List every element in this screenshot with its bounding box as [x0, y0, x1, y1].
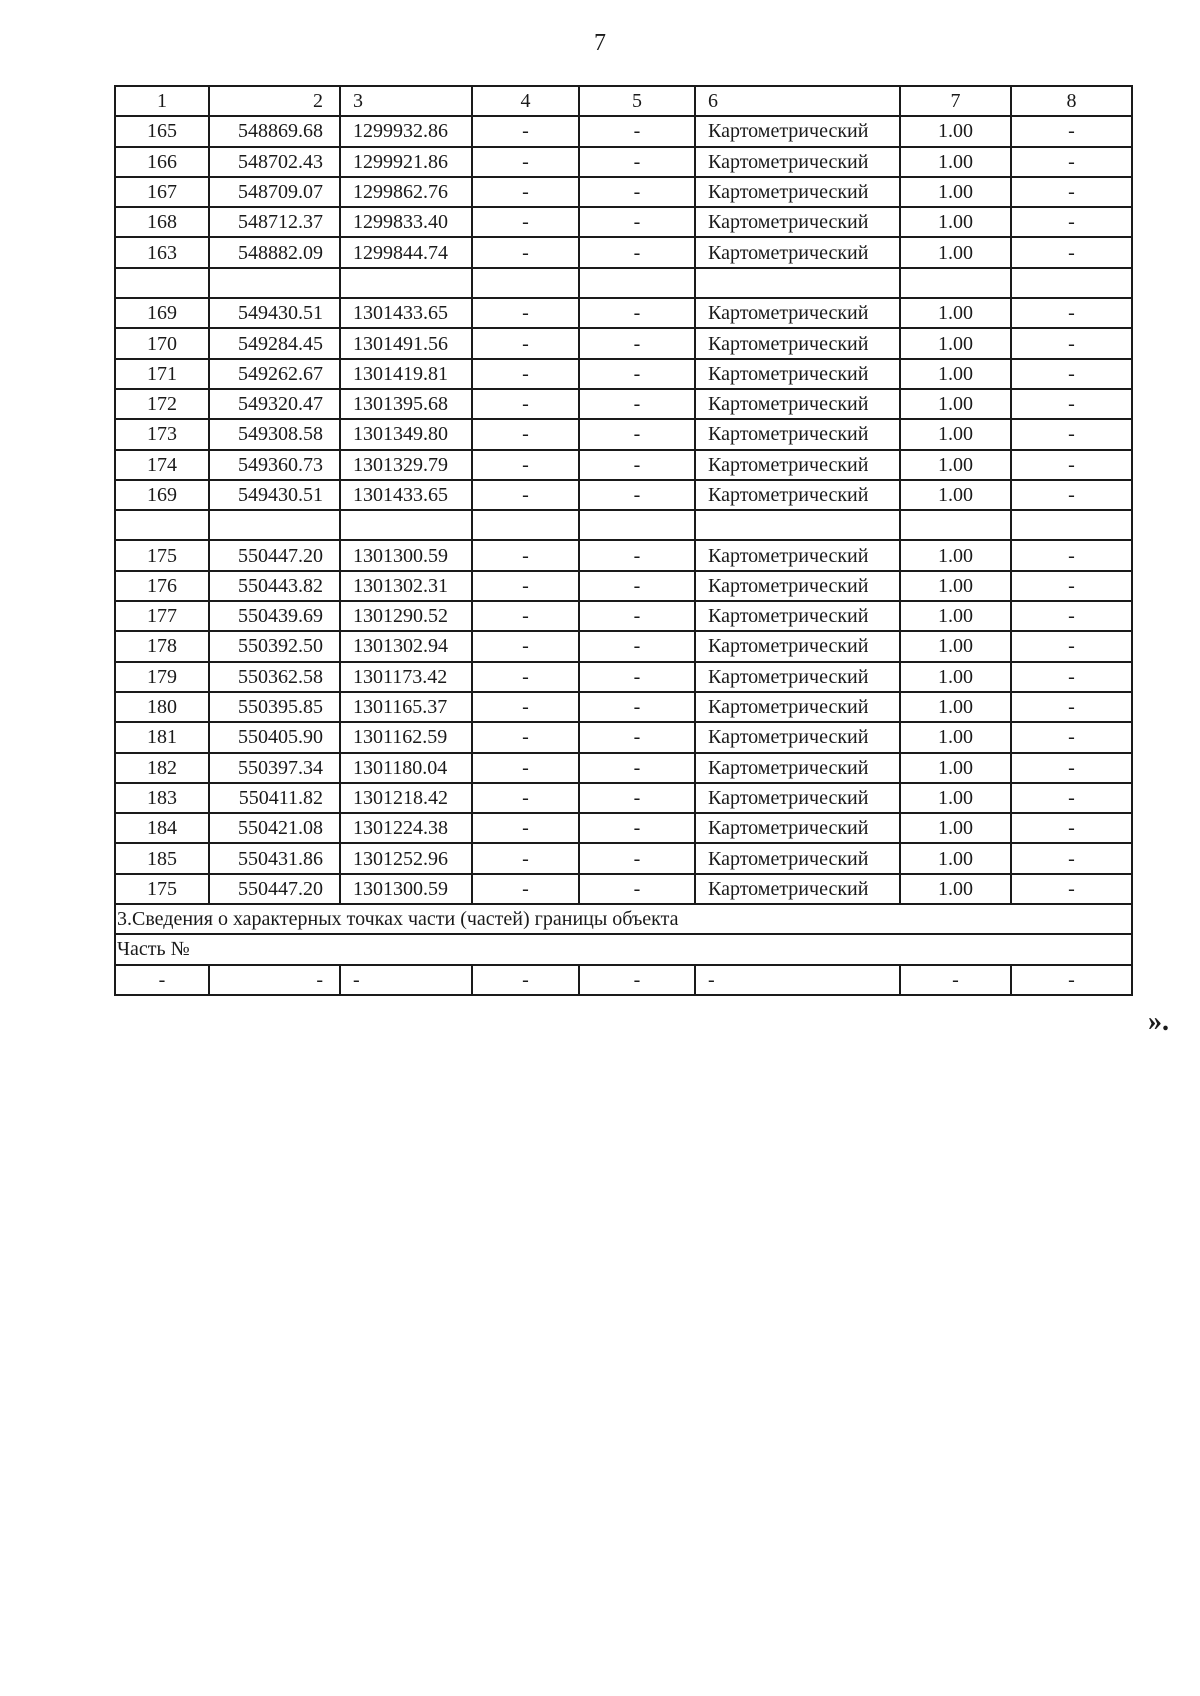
cell-col-1: 174	[115, 450, 209, 480]
cell-col-7: 1.00	[900, 328, 1011, 358]
cell-col-7: 1.00	[900, 601, 1011, 631]
cell-col-3: 1299833.40	[340, 207, 472, 237]
cell-col-5: -	[579, 753, 695, 783]
cell-col-3: 1301290.52	[340, 601, 472, 631]
cell-col-1: 184	[115, 813, 209, 843]
cell-col-2: 550395.85	[209, 692, 340, 722]
cell-col-8: -	[1011, 480, 1132, 510]
cell-col-1: 183	[115, 783, 209, 813]
cell-col-4: -	[472, 571, 579, 601]
cell-col-8: -	[1011, 207, 1132, 237]
table-row	[115, 692, 1132, 722]
cell-col-8: 8	[1011, 86, 1132, 116]
cell-col-3: 1301173.42	[340, 662, 472, 692]
cell-col-3: 1301252.96	[340, 843, 472, 873]
cell-col-4: -	[472, 722, 579, 752]
table-row	[115, 359, 1132, 389]
cell-col-5: -	[579, 177, 695, 207]
cell-col-2: 549430.51	[209, 298, 340, 328]
cell-col-8: -	[1011, 147, 1132, 177]
cell-col-2: 2	[209, 86, 340, 116]
cell-col-2: 550405.90	[209, 722, 340, 752]
table-row	[115, 631, 1132, 661]
cell-col-1: 176	[115, 571, 209, 601]
cell-col-6: Картометрический	[695, 571, 900, 601]
cell-col-2: 548709.07	[209, 177, 340, 207]
cell-col-6: Картометрический	[695, 480, 900, 510]
cell-col-8: -	[1011, 237, 1132, 267]
cell-col-4	[472, 510, 579, 540]
cell-col-4: -	[472, 965, 579, 995]
cell-col-3: -	[340, 965, 472, 995]
cell-col-6: -	[695, 965, 900, 995]
coordinates-table	[114, 85, 1133, 996]
cell-col-7: 1.00	[900, 843, 1011, 873]
cell-col-7: 1.00	[900, 147, 1011, 177]
cell-col-8: -	[1011, 753, 1132, 783]
cell-col-8: -	[1011, 540, 1132, 570]
cell-col-4: -	[472, 692, 579, 722]
cell-col-2: 550411.82	[209, 783, 340, 813]
cell-col-1: 169	[115, 298, 209, 328]
cell-col-3: 1299862.76	[340, 177, 472, 207]
cell-col-3: 1301349.80	[340, 419, 472, 449]
cell-col-2	[209, 268, 340, 298]
cell-col-3: 1301300.59	[340, 874, 472, 904]
cell-col-5: -	[579, 692, 695, 722]
table-row	[115, 328, 1132, 358]
cell-col-6: Картометрический	[695, 631, 900, 661]
cell-col-5: -	[579, 480, 695, 510]
cell-col-3	[340, 268, 472, 298]
table-row	[115, 298, 1132, 328]
cell-col-1	[115, 510, 209, 540]
table-row	[115, 116, 1132, 146]
table-header-row	[115, 86, 1132, 116]
cell-col-5: -	[579, 813, 695, 843]
table-row	[115, 722, 1132, 752]
table-row	[115, 510, 1132, 540]
cell-col-6: Картометрический	[695, 692, 900, 722]
cell-col-8: -	[1011, 601, 1132, 631]
cell-col-8: -	[1011, 177, 1132, 207]
cell-col-7: 1.00	[900, 450, 1011, 480]
cell-col-1: 1	[115, 86, 209, 116]
cell-col-4: -	[472, 237, 579, 267]
cell-col-5	[579, 268, 695, 298]
cell-col-6: 6	[695, 86, 900, 116]
cell-col-4: -	[472, 540, 579, 570]
cell-col-7: 1.00	[900, 116, 1011, 146]
cell-col-3: 1299844.74	[340, 237, 472, 267]
cell-col-7: 1.00	[900, 359, 1011, 389]
cell-col-8	[1011, 268, 1132, 298]
cell-col-2: 550443.82	[209, 571, 340, 601]
cell-col-7	[900, 268, 1011, 298]
cell-col-4: -	[472, 207, 579, 237]
cell-col-6: Картометрический	[695, 359, 900, 389]
cell-col-4: -	[472, 753, 579, 783]
cell-col-3: 1301419.81	[340, 359, 472, 389]
cell-col-5: -	[579, 147, 695, 177]
cell-col-1	[115, 268, 209, 298]
cell-col-1: 179	[115, 662, 209, 692]
cell-col-7: 1.00	[900, 631, 1011, 661]
cell-col-6: Картометрический	[695, 147, 900, 177]
cell-col-7: 1.00	[900, 753, 1011, 783]
cell-col-5: -	[579, 328, 695, 358]
cell-col-1: 178	[115, 631, 209, 661]
cell-col-5: -	[579, 298, 695, 328]
cell-col-5: -	[579, 571, 695, 601]
cell-col-1: 165	[115, 116, 209, 146]
table-row	[115, 540, 1132, 570]
table-body	[115, 86, 1132, 995]
cell-col-1: 169	[115, 480, 209, 510]
cell-col-5: -	[579, 359, 695, 389]
cell-col-6: Картометрический	[695, 874, 900, 904]
cell-col-8: -	[1011, 328, 1132, 358]
cell-col-6: Картометрический	[695, 177, 900, 207]
cell-col-4: -	[472, 147, 579, 177]
cell-col-5: -	[579, 965, 695, 995]
cell-col-8: -	[1011, 389, 1132, 419]
cell-col-1: 181	[115, 722, 209, 752]
cell-col-7: 1.00	[900, 298, 1011, 328]
table-row	[115, 419, 1132, 449]
table-row	[115, 480, 1132, 510]
cell-col-6: Картометрический	[695, 389, 900, 419]
cell-col-8: -	[1011, 359, 1132, 389]
cell-col-5: -	[579, 450, 695, 480]
cell-col-6: Картометрический	[695, 450, 900, 480]
part-label-row	[115, 934, 1132, 964]
cell-col-2: 549262.67	[209, 359, 340, 389]
cell-col-6: Картометрический	[695, 843, 900, 873]
cell-col-2: 548869.68	[209, 116, 340, 146]
cell-col-7: 1.00	[900, 874, 1011, 904]
cell-col-1: 168	[115, 207, 209, 237]
cell-col-3: 1301180.04	[340, 753, 472, 783]
cell-col-5: -	[579, 540, 695, 570]
cell-col-4: -	[472, 177, 579, 207]
cell-col-2: 550397.34	[209, 753, 340, 783]
cell-col-8	[1011, 510, 1132, 540]
cell-col-8: -	[1011, 419, 1132, 449]
cell-col-4: -	[472, 116, 579, 146]
cell-col-8: -	[1011, 783, 1132, 813]
cell-col-5: -	[579, 389, 695, 419]
cell-col-3: 1301433.65	[340, 480, 472, 510]
cell-col-3: 1301218.42	[340, 783, 472, 813]
cell-col-6	[695, 510, 900, 540]
cell-col-2: 550431.86	[209, 843, 340, 873]
cell-col-2: 550447.20	[209, 540, 340, 570]
cell-col-5: -	[579, 631, 695, 661]
cell-col-6: Картометрический	[695, 783, 900, 813]
cell-col-8: -	[1011, 692, 1132, 722]
cell-col-3: 1301329.79	[340, 450, 472, 480]
cell-col-2: 549320.47	[209, 389, 340, 419]
cell-col-4: -	[472, 298, 579, 328]
cell-col-3: 1301302.31	[340, 571, 472, 601]
cell-col-2: 550421.08	[209, 813, 340, 843]
cell-col-7: 1.00	[900, 237, 1011, 267]
cell-col-7: -	[900, 965, 1011, 995]
cell-col-5: -	[579, 783, 695, 813]
cell-col-4: -	[472, 813, 579, 843]
cell-col-3	[340, 510, 472, 540]
table-row	[115, 783, 1132, 813]
cell-col-2: 549308.58	[209, 419, 340, 449]
cell-col-5: -	[579, 237, 695, 267]
cell-col-7: 1.00	[900, 480, 1011, 510]
cell-col-5	[579, 510, 695, 540]
cell-col-2	[209, 510, 340, 540]
cell-col-6: Картометрический	[695, 116, 900, 146]
cell-col-5: 5	[579, 86, 695, 116]
cell-col-4: -	[472, 843, 579, 873]
cell-col-1: 170	[115, 328, 209, 358]
cell-col-8: -	[1011, 722, 1132, 752]
cell-col-1: 172	[115, 389, 209, 419]
cell-col-6	[695, 268, 900, 298]
cell-col-5: -	[579, 207, 695, 237]
cell-col-7: 1.00	[900, 662, 1011, 692]
table-row	[115, 843, 1132, 873]
part-label-row-cell: Часть №	[115, 934, 1132, 964]
table-row	[115, 753, 1132, 783]
cell-col-2: 549360.73	[209, 450, 340, 480]
cell-col-8: -	[1011, 965, 1132, 995]
cell-col-1: 180	[115, 692, 209, 722]
cell-col-6: Картометрический	[695, 540, 900, 570]
cell-col-7: 1.00	[900, 177, 1011, 207]
cell-col-1: 166	[115, 147, 209, 177]
cell-col-6: Картометрический	[695, 237, 900, 267]
cell-col-7	[900, 510, 1011, 540]
cell-col-6: Картометрический	[695, 662, 900, 692]
cell-col-3: 1301300.59	[340, 540, 472, 570]
cell-col-3: 1301162.59	[340, 722, 472, 752]
cell-col-7: 7	[900, 86, 1011, 116]
cell-col-8: -	[1011, 662, 1132, 692]
table-row	[115, 571, 1132, 601]
section-title-row	[115, 904, 1132, 934]
cell-col-2: 550362.58	[209, 662, 340, 692]
cell-col-3: 1301165.37	[340, 692, 472, 722]
cell-col-3: 1301395.68	[340, 389, 472, 419]
cell-col-1: 175	[115, 540, 209, 570]
cell-col-1: 175	[115, 874, 209, 904]
cell-col-6: Картометрический	[695, 601, 900, 631]
cell-col-7: 1.00	[900, 783, 1011, 813]
cell-col-2: 548882.09	[209, 237, 340, 267]
cell-col-2: 549430.51	[209, 480, 340, 510]
section-title-row-cell: 3.Сведения о характерных точках части (частей) границы объекта	[115, 904, 1132, 934]
cell-col-4: 4	[472, 86, 579, 116]
table-row	[115, 177, 1132, 207]
cell-col-2: 550439.69	[209, 601, 340, 631]
cell-col-8: -	[1011, 450, 1132, 480]
cell-col-1: 182	[115, 753, 209, 783]
cell-col-7: 1.00	[900, 722, 1011, 752]
cell-col-7: 1.00	[900, 813, 1011, 843]
cell-col-4: -	[472, 419, 579, 449]
cell-col-3: 3	[340, 86, 472, 116]
cell-col-7: 1.00	[900, 389, 1011, 419]
cell-col-3: 1301224.38	[340, 813, 472, 843]
cell-col-6: Картометрический	[695, 328, 900, 358]
table-row	[115, 389, 1132, 419]
cell-col-4: -	[472, 480, 579, 510]
cell-col-4: -	[472, 389, 579, 419]
cell-col-8: -	[1011, 116, 1132, 146]
cell-col-7: 1.00	[900, 571, 1011, 601]
cell-col-2: 550447.20	[209, 874, 340, 904]
table-row	[115, 147, 1132, 177]
table-row	[115, 268, 1132, 298]
cell-col-4: -	[472, 631, 579, 661]
cell-col-5: -	[579, 662, 695, 692]
cell-col-4: -	[472, 601, 579, 631]
cell-col-7: 1.00	[900, 540, 1011, 570]
cell-col-5: -	[579, 601, 695, 631]
cell-col-1: 167	[115, 177, 209, 207]
cell-col-4: -	[472, 359, 579, 389]
cell-col-3: 1301491.56	[340, 328, 472, 358]
cell-col-3: 1299932.86	[340, 116, 472, 146]
closing-quote-mark: ».	[1148, 1006, 1169, 1037]
cell-col-5: -	[579, 843, 695, 873]
cell-col-4	[472, 268, 579, 298]
cell-col-8: -	[1011, 843, 1132, 873]
table-row	[115, 601, 1132, 631]
cell-col-1: 185	[115, 843, 209, 873]
cell-col-5: -	[579, 419, 695, 449]
page-number: 7	[594, 30, 606, 56]
cell-col-6: Картометрический	[695, 419, 900, 449]
cell-col-7: 1.00	[900, 419, 1011, 449]
cell-col-6: Картометрический	[695, 813, 900, 843]
cell-col-8: -	[1011, 571, 1132, 601]
cell-col-8: -	[1011, 298, 1132, 328]
cell-col-2: 548702.43	[209, 147, 340, 177]
cell-col-1: 163	[115, 237, 209, 267]
cell-col-8: -	[1011, 813, 1132, 843]
cell-col-4: -	[472, 328, 579, 358]
table-row	[115, 237, 1132, 267]
cell-col-6: Картометрический	[695, 753, 900, 783]
cell-col-8: -	[1011, 631, 1132, 661]
cell-col-2: 550392.50	[209, 631, 340, 661]
cell-col-1: 171	[115, 359, 209, 389]
cell-col-3: 1299921.86	[340, 147, 472, 177]
cell-col-6: Картометрический	[695, 298, 900, 328]
table-row	[115, 207, 1132, 237]
cell-col-5: -	[579, 722, 695, 752]
cell-col-4: -	[472, 783, 579, 813]
cell-col-6: Картометрический	[695, 722, 900, 752]
table-row	[115, 813, 1132, 843]
part-row	[115, 965, 1132, 995]
cell-col-1: 177	[115, 601, 209, 631]
cell-col-1: -	[115, 965, 209, 995]
table-row	[115, 662, 1132, 692]
cell-col-4: -	[472, 874, 579, 904]
cell-col-5: -	[579, 116, 695, 146]
table-row	[115, 450, 1132, 480]
cell-col-6: Картометрический	[695, 207, 900, 237]
cell-col-2: 548712.37	[209, 207, 340, 237]
cell-col-5: -	[579, 874, 695, 904]
cell-col-4: -	[472, 450, 579, 480]
table-row	[115, 874, 1132, 904]
cell-col-4: -	[472, 662, 579, 692]
cell-col-8: -	[1011, 874, 1132, 904]
cell-col-2: -	[209, 965, 340, 995]
cell-col-1: 173	[115, 419, 209, 449]
cell-col-7: 1.00	[900, 207, 1011, 237]
cell-col-2: 549284.45	[209, 328, 340, 358]
cell-col-3: 1301433.65	[340, 298, 472, 328]
cell-col-7: 1.00	[900, 692, 1011, 722]
cell-col-3: 1301302.94	[340, 631, 472, 661]
